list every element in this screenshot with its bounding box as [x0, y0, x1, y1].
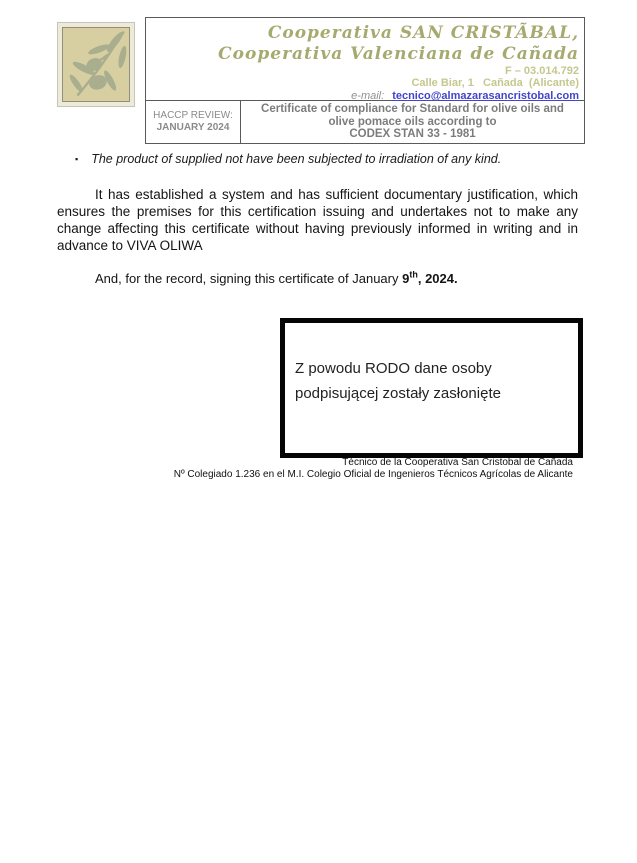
- redaction-notice: Z powodu RODO dane osoby podpisującej zostały zasłonięte: [295, 360, 501, 402]
- date-prefix: And, for the record, signing this certificate of January: [95, 271, 403, 286]
- signature-redaction-box: [280, 318, 583, 458]
- cooperative-logo: [57, 22, 135, 107]
- haccp-review-date: JANUARY 2024: [156, 121, 230, 133]
- org-name-line1: Cooperativa SAN CRISTÃBAL,: [267, 23, 579, 43]
- date-day: 9: [402, 271, 410, 286]
- certificate-title-line3: CODEX STAN 33 - 1981: [349, 128, 476, 140]
- signer-credentials: Nº Colegiado 1.236 en el M.I. Colegio Oficial de Ingenieros Técnicos Agrícolas de Alicante: [173, 468, 573, 480]
- email-link[interactable]: tecnico@almazarasancristobal.com: [392, 90, 579, 102]
- header-org-block: [146, 18, 584, 100]
- haccp-review-label: HACCP REVIEW:: [153, 109, 233, 121]
- header-table: [145, 17, 585, 144]
- address-line: Calle Biar, 1 Cañada (Alicante): [411, 77, 579, 89]
- signer-title: Técnico de la Cooperativa San Cristobal de Cañada: [342, 457, 573, 468]
- haccp-review-cell: [146, 101, 241, 143]
- certificate-title-line2: olive pomace oils according to: [328, 115, 497, 128]
- certificate-title-cell: [241, 101, 584, 143]
- bullet-square-icon: ▪: [75, 154, 79, 164]
- signing-date-line: [95, 271, 458, 286]
- date-ordinal-suffix: th: [409, 269, 418, 280]
- signer-attribution: [174, 457, 573, 480]
- org-name-line2: Cooperativa Valenciana de Cañada: [218, 44, 579, 64]
- bullet-item: [75, 152, 585, 167]
- bullet-text: The product of supplied not have been subjected to irradiation of any kind.: [91, 152, 502, 166]
- email-label: e-mail:: [351, 90, 385, 102]
- olive-branch-icon: [62, 27, 130, 102]
- certificate-title-line1: Certificate of compliance for Standard for olive oils and: [261, 103, 564, 115]
- date-year: , 2024.: [417, 271, 458, 286]
- fiscal-id: F – 03.014.792: [504, 65, 579, 77]
- header-bottom-row: [146, 100, 584, 143]
- declaration-paragraph: It has established a system and has sufficient documentary justification, which ensures the premises for this certification issuing and undertakes not to make any change affecting this certificate without having previously informed in writing and in advance to VIVA OLIWA: [57, 187, 578, 253]
